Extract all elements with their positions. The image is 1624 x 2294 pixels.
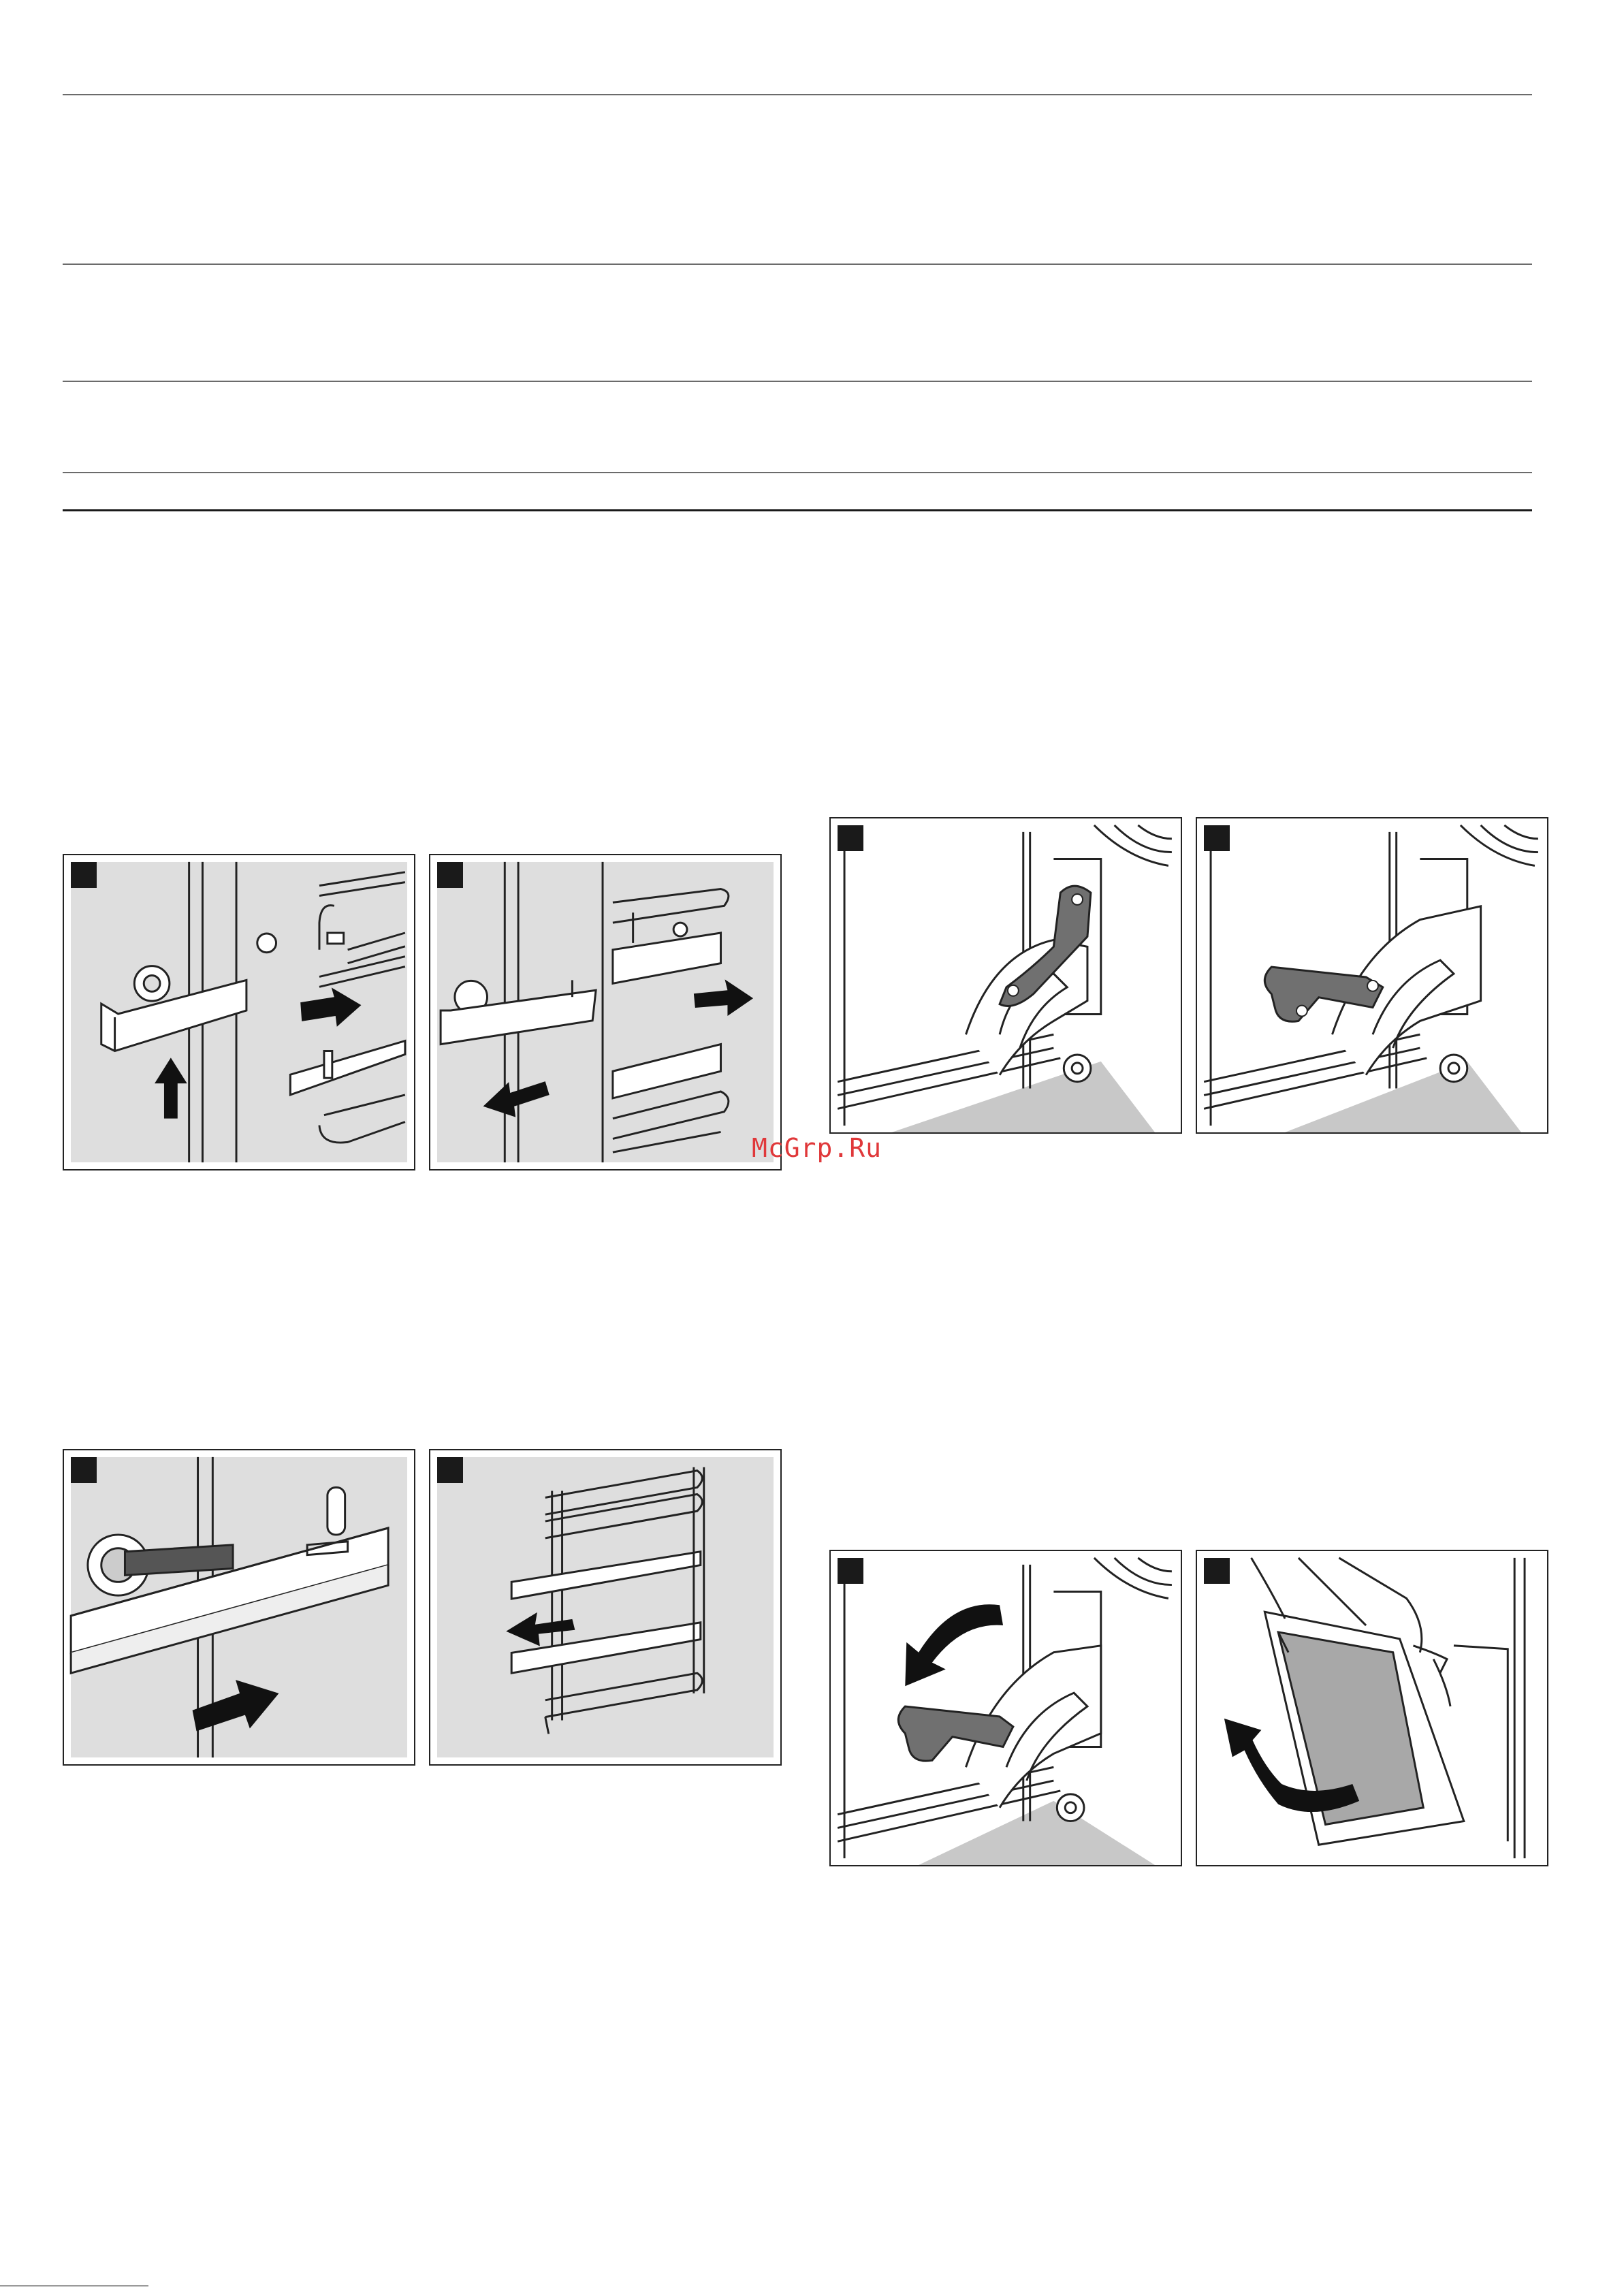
figure-hinge-lever-2 [1196,817,1548,1134]
rail-removal-2-illustration [430,855,780,1169]
rail-install-1-illustration [64,1450,414,1764]
arrow-left [483,1081,550,1117]
header-rule-5 [63,509,1532,511]
figure-rail-install-2 [429,1449,782,1766]
figure-rail-install-1 [63,1449,415,1766]
door-removal-2-illustration [1197,1551,1547,1865]
step-badge [838,1558,863,1584]
rail-install-2-illustration [430,1450,780,1764]
step-badge [1204,825,1230,851]
watermark: McGrp.Ru [752,1133,882,1163]
hinge-lever-2-illustration [1197,818,1547,1132]
hinge-lever-1-illustration [831,818,1181,1132]
arrow-fold-down [905,1604,1003,1686]
figure-rail-removal-1 [63,854,415,1170]
footer-rule [0,2285,148,2287]
header-rule-3 [63,381,1532,382]
step-badge [1204,1558,1230,1584]
step-badge [437,1457,463,1483]
arrow-right [300,987,361,1027]
rail-removal-1-illustration [64,855,414,1169]
figure-rail-removal-2 [429,854,782,1170]
header-rule-4 [63,472,1532,473]
header-rule-2 [63,264,1532,265]
arrow-left [506,1612,575,1646]
step-badge [437,862,463,888]
figure-hinge-lever-1 [829,817,1182,1134]
figure-door-removal-2 [1196,1550,1548,1866]
arrow-up [155,1057,187,1118]
step-badge [838,825,863,851]
door-removal-1-illustration [831,1551,1181,1865]
arrow-right [193,1680,279,1731]
step-badge [71,1457,97,1483]
header-rule-1 [63,94,1532,95]
arrow-right [694,979,753,1016]
figure-door-removal-1 [829,1550,1182,1866]
step-badge [71,862,97,888]
